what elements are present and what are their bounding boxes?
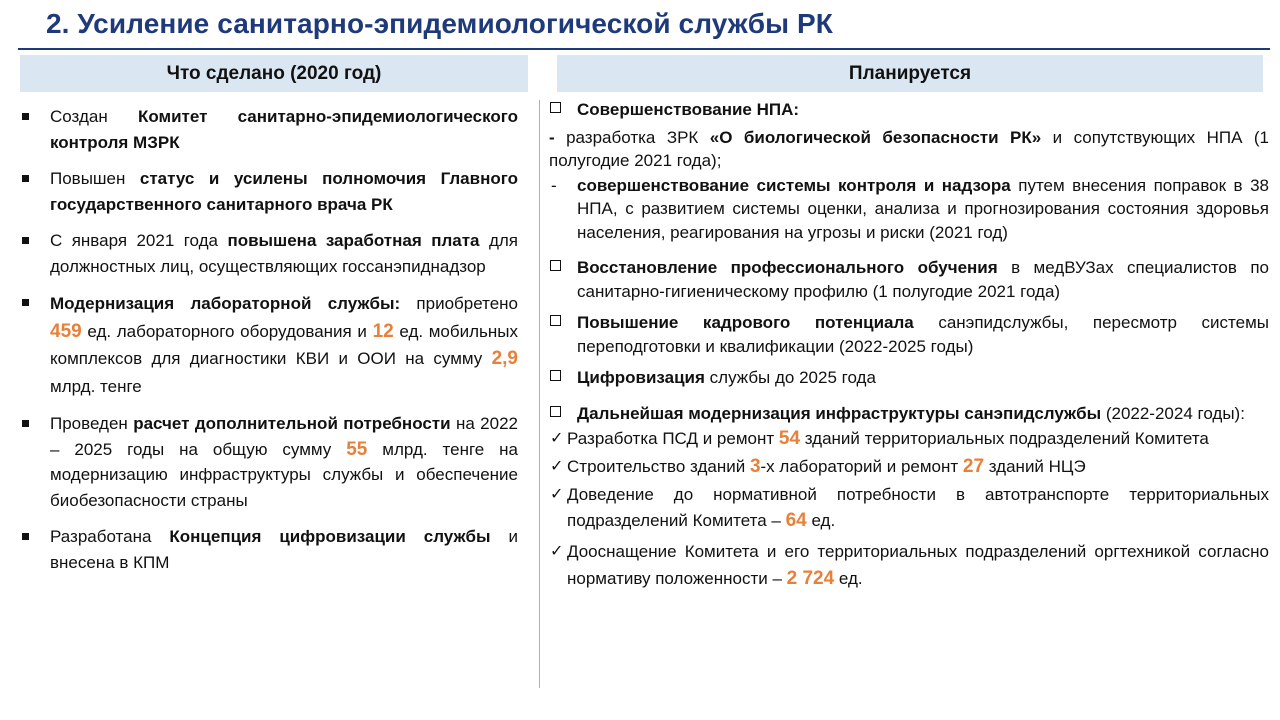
planned-check-item <box>549 482 1269 534</box>
square-bullet-icon <box>22 113 29 120</box>
planned-list <box>549 98 1269 596</box>
highlight-number: 2,9 <box>491 348 518 369</box>
square-bullet-icon <box>22 237 29 244</box>
planned-section-infrastructure <box>549 402 1269 426</box>
body-text: для должностных лиц, осуществляющих госсанэпиднадзор <box>50 231 518 276</box>
body-text: млрд. тенге на модернизацию инфраструктуры службы и обеспечение биобезопасности страны <box>50 439 519 510</box>
square-bullet-icon <box>22 420 29 427</box>
done-list <box>22 104 518 586</box>
body-text: -х лабораторий и ремонт <box>760 456 963 476</box>
body-text: зданий НЦЭ <box>984 456 1086 476</box>
body-text: и внесена в КПМ <box>50 527 518 572</box>
body-text: и сопутствующих НПА (1 полугодие 2021 года); <box>549 127 1270 170</box>
planned-section-npa <box>549 98 1269 122</box>
column-divider <box>539 100 540 688</box>
planned-section-staff <box>549 311 1269 358</box>
done-item <box>22 290 518 400</box>
done-item <box>22 411 518 513</box>
body-text: ед. мобильных комплексов для диагностики КВИ и ООИ на сумму <box>50 321 519 368</box>
bold-text: - <box>549 127 567 147</box>
highlight-number: 54 <box>778 428 801 449</box>
planned-check-item <box>549 538 1269 592</box>
bold-text: статус и усилены полномочия Главного государственного санитарного врача РК <box>50 169 518 214</box>
body-text: на 2022 – 2025 годы на общую сумму <box>50 414 518 459</box>
body-text: службы до 2025 года <box>704 368 876 387</box>
body-text: Разработка ПСД и ремонт <box>567 429 779 448</box>
done-item <box>22 524 518 575</box>
body-text: зданий территориальных подразделений Комитета <box>800 429 1209 448</box>
body-text: разработка ЗРК <box>566 127 710 147</box>
title-divider <box>18 48 1270 50</box>
body-text: Проведен <box>50 414 134 433</box>
checkbox-bullet-icon <box>550 260 561 271</box>
highlight-number: 27 <box>962 455 985 477</box>
done-item <box>22 166 518 217</box>
body-text: санэпидслужбы, пересмотр системы переподготовки и квалификации (2022-2025 годы) <box>577 313 1269 356</box>
body-text: приобретено <box>400 294 518 313</box>
highlight-number: 459 <box>50 320 82 342</box>
done-item <box>22 104 518 155</box>
checkmark-icon: ✓ <box>550 543 564 560</box>
planned-check-item <box>549 455 1269 479</box>
body-text: млрд. тенге <box>50 376 142 396</box>
bold-text: Концепция цифровизации службы <box>169 527 491 546</box>
checkbox-bullet-icon <box>550 370 561 381</box>
checkmark-icon: ✓ <box>550 430 564 447</box>
body-text: путем внесения поправок в 38 НПА, с развитием системы оценки, анализа и прогнозирования состояния здоровья населения, реагирования на угрозы и риски (2021 год) <box>577 175 1269 242</box>
planned-subitem <box>549 126 1269 173</box>
planned-check-item <box>549 427 1269 451</box>
checkbox-bullet-icon <box>550 102 561 113</box>
bold-text: Комитет санитарно-эпидемиологического контроля МЗРК <box>50 107 518 152</box>
planned-subitem <box>549 174 1269 245</box>
square-bullet-icon <box>22 533 29 540</box>
highlight-number: 3 <box>749 455 761 477</box>
right-column-header: Планируется <box>557 55 1263 92</box>
square-bullet-icon <box>22 299 29 306</box>
bold-text: повышена заработная плата <box>227 231 480 250</box>
planned-section-title: Совершенствование НПА: <box>577 100 800 119</box>
bold-text: Модернизация лабораторной службы: <box>50 294 401 313</box>
body-text: ед. лабораторного оборудования и <box>81 321 373 341</box>
bold-text: Повышение кадрового потенциала <box>577 313 914 332</box>
body-text: Создан <box>50 107 138 126</box>
highlight-number: 2 724 <box>786 568 835 589</box>
planned-section-training <box>549 256 1269 303</box>
page-title: 2. Усиление санитарно-эпидемиологической службы РК <box>46 8 833 39</box>
body-text: Доведение до нормативной потребности в автотранспорте территориальных подразделений Комитета – <box>567 485 1269 530</box>
body-text: Дооснащение Комитета и его территориальных подразделений оргтехникой согласно нормативу положенности – <box>567 542 1269 588</box>
bold-text: «О биологической безопасности РК» <box>709 127 1042 147</box>
left-column-header: Что сделано (2020 год) <box>20 55 528 92</box>
body-text: Разработана <box>50 527 170 546</box>
bold-text: Цифровизация <box>577 368 705 387</box>
checkmark-icon: ✓ <box>550 486 564 503</box>
dash-bullet: - <box>551 175 557 195</box>
body-text: С января 2021 года <box>50 231 228 250</box>
body-text: в медВУЗах специалистов по санитарно-гигиеническому профилю (1 полугодие 2021 года) <box>577 258 1269 301</box>
done-item <box>22 228 518 279</box>
checkmark-icon: ✓ <box>550 457 564 475</box>
bold-text: Восстановление профессионального обучения <box>577 258 998 277</box>
highlight-number: 55 <box>346 438 368 460</box>
checkbox-bullet-icon <box>550 406 561 417</box>
checkbox-bullet-icon <box>550 315 561 326</box>
bold-text: расчет дополнительной потребности <box>133 414 451 433</box>
bold-text: совершенствование системы контроля и надзора <box>577 175 1011 195</box>
highlight-number: 12 <box>372 320 394 342</box>
body-text: Повышен <box>50 169 140 188</box>
body-text: Строительство зданий <box>567 456 750 476</box>
body-text: (2022-2024 годы): <box>1101 403 1245 423</box>
body-text: ед. <box>834 569 863 588</box>
body-text: ед. <box>806 511 836 530</box>
bold-text: Дальнейшая модернизация инфраструктуры санэпидслужбы <box>577 403 1102 423</box>
square-bullet-icon <box>22 175 29 182</box>
planned-section-digital <box>549 366 1269 390</box>
highlight-number: 64 <box>785 510 807 531</box>
